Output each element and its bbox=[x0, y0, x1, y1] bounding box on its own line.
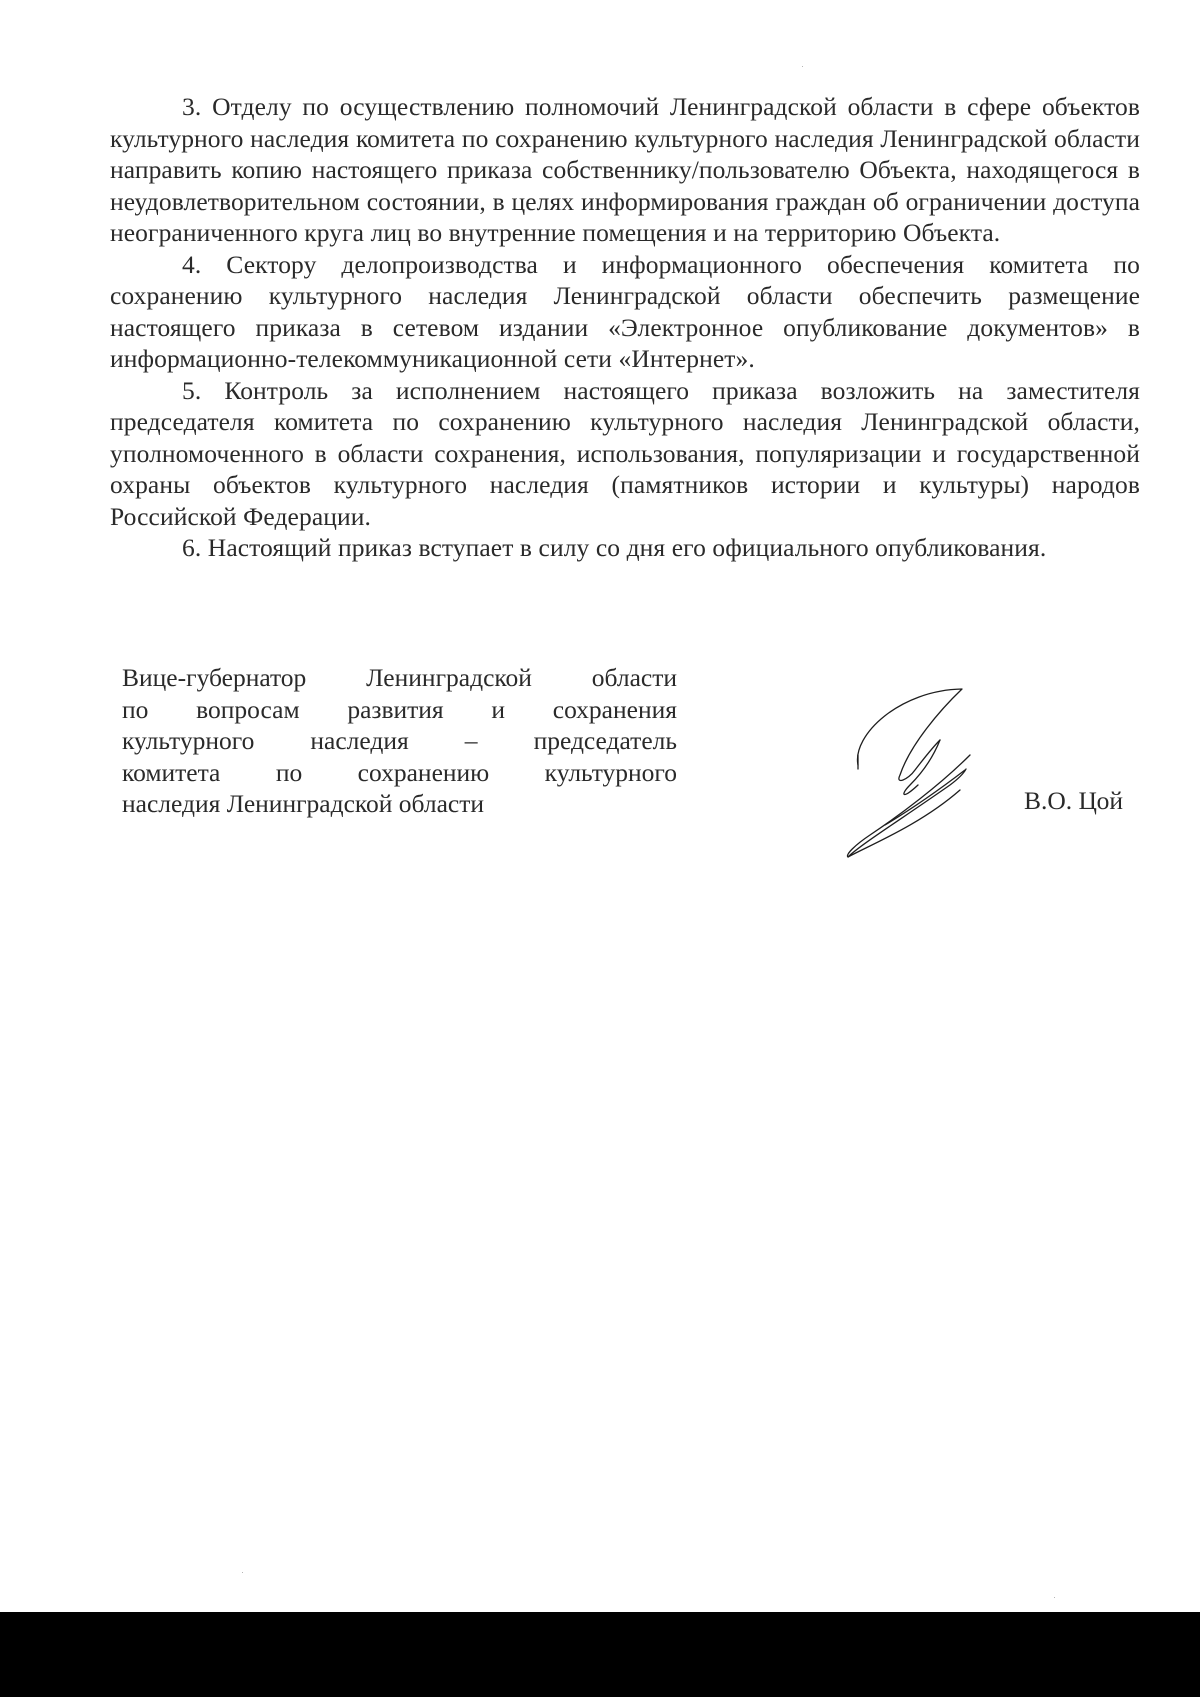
signatory-position-line: по вопросам развития и сохранения bbox=[122, 694, 677, 724]
signatory-position-line: Вице-губернатор Ленинградской области bbox=[122, 663, 677, 692]
signatory-position-line: наследия Ленинградской области bbox=[122, 789, 485, 818]
paragraph-5: 5. Контроль за исполнением настоящего приказа возложить на заместителя председателя комитета по сохранению культурного наследия Ленинградской области, уполномоченного в области сохранения, использования, популяризации и государственной охраны объектов культурного наследия (памятников истории и культуры) народов Российской Федерации. bbox=[110, 375, 1140, 531]
scan-speck bbox=[1054, 1597, 1055, 1598]
scan-border bbox=[0, 1612, 1200, 1697]
document-body bbox=[110, 91, 1140, 564]
paragraph-4: 4. Сектору делопроизводства и информационного обеспечения комитета по сохранению культурного наследия Ленинградской области обеспечить размещение настоящего приказа в сетевом издании «Электронное опубликование документов» в информационно-телекоммуникационной сети «Интернет». bbox=[110, 249, 1140, 373]
paragraph-6: 6. Настоящий приказ вступает в силу со дня его официального опубликования. bbox=[182, 533, 1047, 562]
signatory-position-line: комитета по сохранению культурного bbox=[122, 757, 677, 787]
signatory-position-line: культурного наследия – председатель bbox=[122, 726, 677, 755]
paragraph-3: 3. Отделу по осуществлению полномочий Ленинградской области в сфере объектов культурного наследия комитета по сохранению культурного наследия Ленинградской области направить копию настоящего приказа собственнику/пользователю Объекта, находящегося в неудовлетворительном состоянии, в целях информирования граждан об ограничении доступа неограниченного круга лиц во внутренние помещения и на территорию Объекта. bbox=[110, 92, 1140, 247]
scan-speck bbox=[802, 66, 803, 67]
signatory-position bbox=[122, 662, 677, 820]
scan-speck bbox=[242, 1572, 243, 1573]
signatory-name: В.О. Цой bbox=[1024, 786, 1124, 815]
handwritten-signature bbox=[840, 685, 990, 860]
